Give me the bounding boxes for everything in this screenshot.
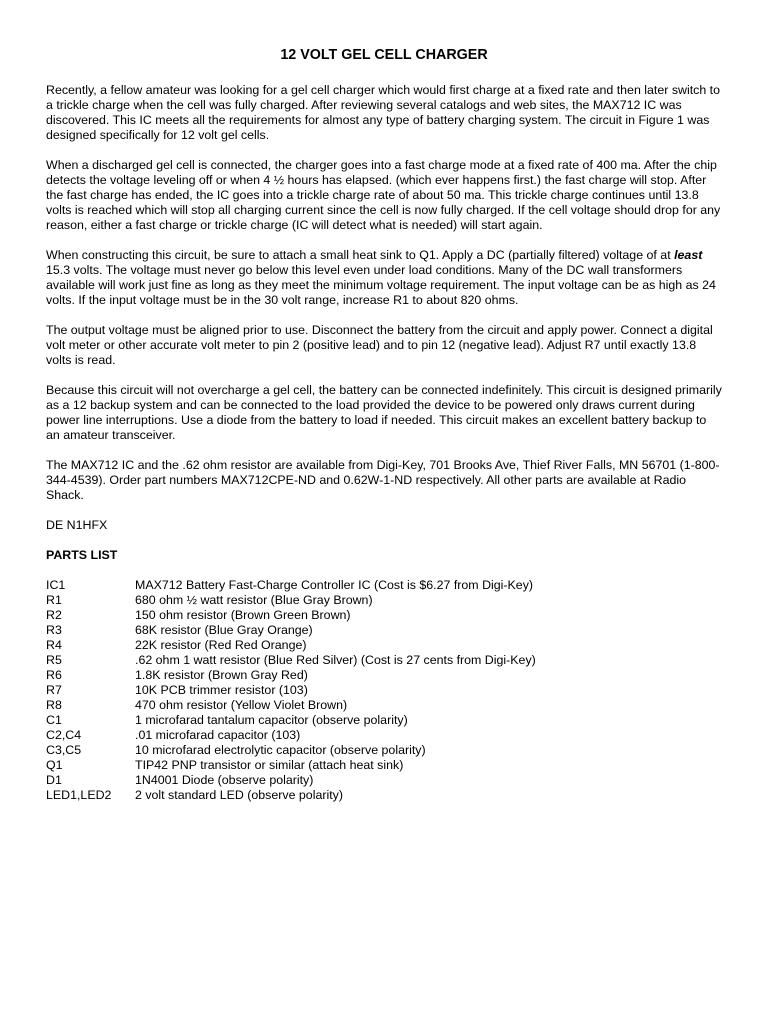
part-designator: C3,C5 bbox=[46, 743, 82, 757]
part-designator: C1 bbox=[46, 713, 62, 727]
part-description: .01 microfarad capacitor (103) bbox=[135, 728, 301, 742]
part-designator: D1 bbox=[46, 773, 62, 787]
part-designator: R6 bbox=[46, 668, 62, 682]
parts-list-item bbox=[46, 593, 722, 608]
parts-list-item bbox=[46, 728, 722, 743]
parts-list-item bbox=[46, 683, 722, 698]
parts-list-item bbox=[46, 668, 722, 683]
part-description: 22K resistor (Red Red Orange) bbox=[135, 638, 307, 652]
parts-list-item bbox=[46, 758, 722, 773]
paragraph-construction-text-2: 15.3 volts. The voltage must never go below this level even under load conditions. Many of the DC wall transformers available will work just fine as long as they meet the minimum voltage requirement. The input voltage can be as high as 24 volts. If the input voltage must be in the 30 volt range, increase R1 to about 820 ohms. bbox=[46, 263, 716, 307]
parts-list-item bbox=[46, 653, 722, 668]
part-description: 150 ohm resistor (Brown Green Brown) bbox=[135, 608, 351, 622]
document-title: 12 VOLT GEL CELL CHARGER bbox=[280, 47, 488, 63]
parts-list-item bbox=[46, 788, 722, 803]
part-description: MAX712 Battery Fast-Charge Controller IC (Cost is $6.27 from Digi-Key) bbox=[135, 578, 534, 592]
part-description: 680 ohm ½ watt resistor (Blue Gray Brown) bbox=[135, 593, 373, 607]
paragraph-construction-text-1: When constructing this circuit, be sure to attach a small heat sink to Q1. Apply a DC (partially filtered) voltage of at bbox=[46, 248, 675, 262]
paragraph-charge-modes: When a discharged gel cell is connected, the charger goes into a fast charge mode at a fixed rate of 400 ma. After the chip detects the voltage leveling off or when 4 ½ hours has elapsed. (which ever happens first.) the fast charge will stop. After the fast charge has ended, the IC goes into a trickle charge rate of about 50 ma. This trickle charge continues until 13.8 volts is reached which will stop all charging current since the cell is now fully charged. If the cell voltage should drop for any reason, either a fast charge or trickle charge (IC will detect what is needed) will start again. bbox=[46, 158, 721, 232]
part-designator: IC1 bbox=[46, 578, 66, 592]
part-description: 2 volt standard LED (observe polarity) bbox=[135, 788, 343, 802]
parts-list-item bbox=[46, 623, 722, 638]
paragraph-alignment: The output voltage must be aligned prior to use. Disconnect the battery from the circuit and apply power. Connect a digital volt meter or other accurate volt meter to pin 2 (positive lead) and to pin 12 (negative lead). Adjust R7 until exactly 13.8 volts is read. bbox=[46, 323, 713, 367]
part-designator: R5 bbox=[46, 653, 62, 667]
paragraph-sources: The MAX712 IC and the .62 ohm resistor are available from Digi-Key, 701 Brooks Ave, Thief River Falls, MN 56701 (1-800-344-4539). Order part numbers MAX712CPE-ND and 0.62W-1-ND respectively. All other parts are available at Radio Shack. bbox=[46, 458, 720, 502]
part-designator: R2 bbox=[46, 608, 62, 622]
parts-list-item bbox=[46, 608, 722, 623]
part-description: 68K resistor (Blue Gray Orange) bbox=[135, 623, 313, 637]
parts-list-item bbox=[46, 713, 722, 728]
parts-list-item bbox=[46, 578, 722, 593]
parts-list-item bbox=[46, 638, 722, 653]
part-description: 470 ohm resistor (Yellow Violet Brown) bbox=[135, 698, 348, 712]
parts-list-item bbox=[46, 698, 722, 713]
part-description: .62 ohm 1 watt resistor (Blue Red Silver) (Cost is 27 cents from Digi-Key) bbox=[135, 653, 536, 667]
part-designator: R7 bbox=[46, 683, 62, 697]
parts-list-heading: PARTS LIST bbox=[46, 548, 118, 562]
part-designator: LED1,LED2 bbox=[46, 788, 112, 802]
part-description: 1 microfarad tantalum capacitor (observe polarity) bbox=[135, 713, 408, 727]
part-description: 10K PCB trimmer resistor (103) bbox=[135, 683, 308, 697]
part-designator: R8 bbox=[46, 698, 62, 712]
paragraph-construction bbox=[46, 248, 722, 308]
part-description: 1N4001 Diode (observe polarity) bbox=[135, 773, 314, 787]
part-designator: R3 bbox=[46, 623, 62, 637]
part-description: 10 microfarad electrolytic capacitor (observe polarity) bbox=[135, 743, 426, 757]
part-designator: R4 bbox=[46, 638, 62, 652]
parts-list-item bbox=[46, 773, 722, 788]
signature: DE N1HFX bbox=[46, 518, 108, 532]
part-designator: R1 bbox=[46, 593, 62, 607]
part-description: TIP42 PNP transistor or similar (attach heat sink) bbox=[135, 758, 404, 772]
emphasis-least: least bbox=[674, 248, 703, 262]
parts-list bbox=[46, 578, 722, 803]
parts-list-item bbox=[46, 743, 722, 758]
part-designator: Q1 bbox=[46, 758, 63, 772]
part-designator: C2,C4 bbox=[46, 728, 82, 742]
part-description: 1.8K resistor (Brown Gray Red) bbox=[135, 668, 308, 682]
paragraph-backup: Because this circuit will not overcharge a gel cell, the battery can be connected indefinitely. This circuit is designed primarily as a 12 backup system and can be connected to the load provided the device to be powered only draws current during power line interruptions. Use a diode from the battery to load if needed. This circuit makes an excellent battery backup to an amateur transceiver. bbox=[46, 383, 722, 442]
paragraph-intro: Recently, a fellow amateur was looking for a gel cell charger which would first charge at a fixed rate and then later switch to a trickle charge when the cell was fully charged. After reviewing several catalogs and web sites, the MAX712 IC was discovered. This IC meets all the requirements for almost any type of battery charging system. The circuit in Figure 1 was designed specifically for 12 volt gel cells. bbox=[46, 83, 721, 142]
